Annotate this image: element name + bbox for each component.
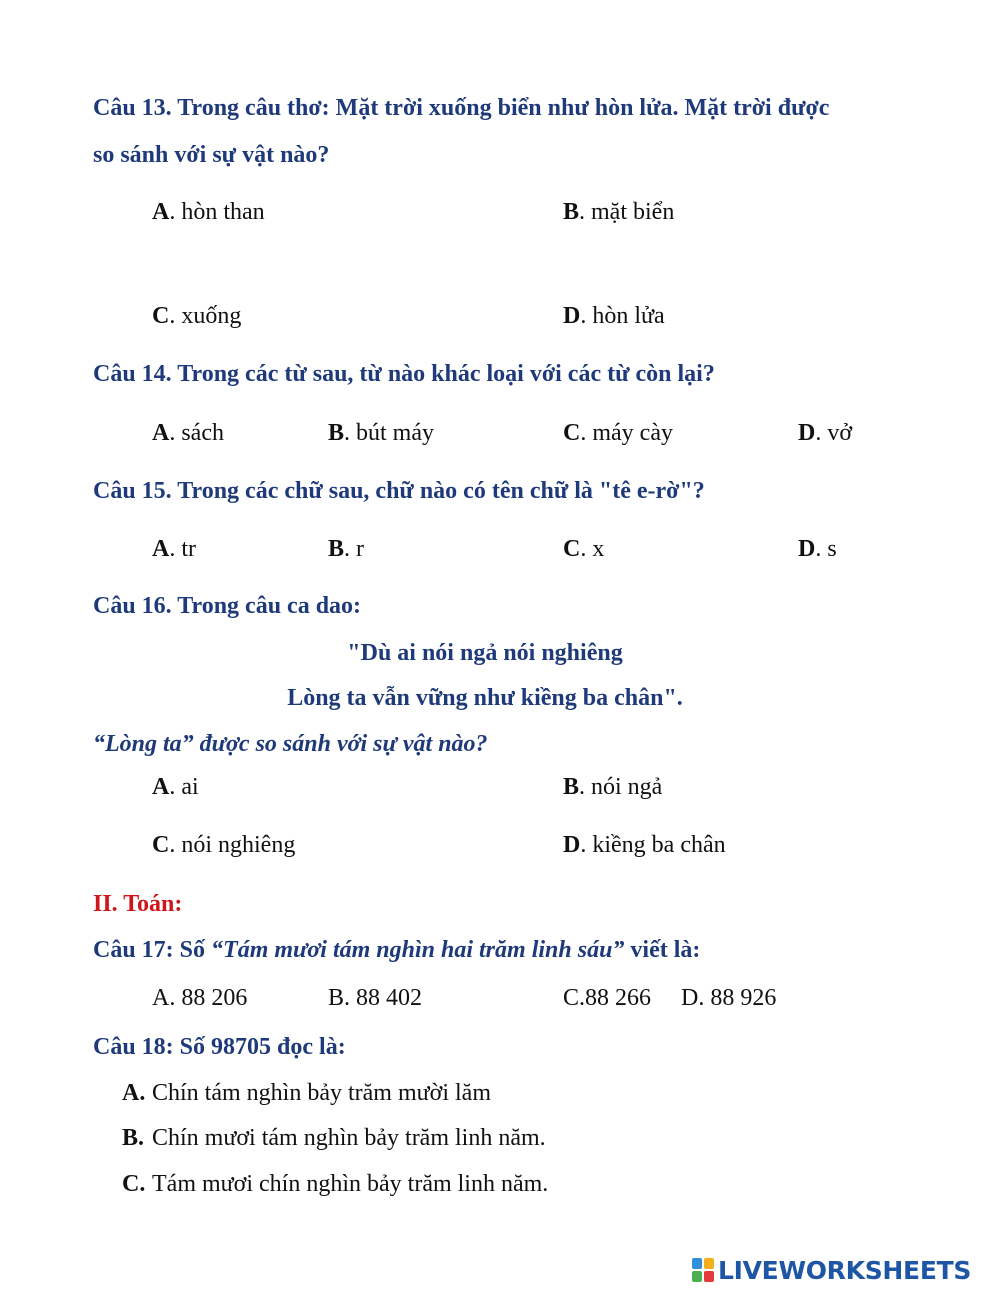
q15-option-a: A. tr (152, 536, 197, 562)
question-16: Câu 16. Trong câu ca dao: (93, 593, 362, 619)
q18-option-a: A. Chín tám nghìn bảy trăm mười lăm (122, 1080, 491, 1106)
question-13-line2: so sánh với sự vật nào? (93, 142, 330, 168)
question-14: Câu 14. Trong các từ sau, từ nào khác loại với các từ còn lại? (93, 361, 715, 387)
q13-option-c: C. xuống (152, 303, 242, 329)
question-17: Câu 17: Số “Tám mươi tám nghìn hai trăm linh sáu” viết là: (93, 937, 701, 963)
q13-option-b: B. mặt biển (563, 199, 675, 225)
q18-option-b: B. Chín mươi tám nghìn bảy trăm linh năm. (122, 1125, 546, 1151)
poem-line-1: "Dù ai nói ngả nói nghiêng (347, 640, 623, 666)
poem-line-2: Lòng ta vẫn vững như kiềng ba chân". (287, 685, 683, 711)
q15-option-c: C. x (563, 536, 605, 562)
q16-option-c: C. nói nghiêng (152, 832, 296, 858)
q13-option-a: A. hòn than (152, 199, 265, 225)
q17-option-d: D. 88 926 (681, 985, 777, 1011)
q14-option-b: B. bút máy (328, 420, 435, 446)
q17-option-a: A. 88 206 (152, 985, 248, 1011)
question-13-line1: Câu 13. Trong câu thơ: Mặt trời xuống biển như hòn lửa. Mặt trời được (93, 95, 830, 121)
question-15: Câu 15. Trong các chữ sau, chữ nào có tên chữ là "tê e-rờ"? (93, 478, 705, 504)
q17-option-b: B. 88 402 (328, 985, 423, 1011)
q15-option-b: B. r (328, 536, 365, 562)
liveworksheets-logo-text: LIVEWORKSHEETS (718, 1255, 972, 1285)
question-16-prompt: “Lòng ta” được so sánh với sự vật nào? (93, 731, 488, 757)
q16-option-b: B. nói ngả (563, 774, 663, 800)
q17-option-c: C.88 266 (563, 985, 652, 1011)
q16-option-d: D. kiềng ba chân (563, 832, 726, 858)
q13-option-d: D. hòn lửa (563, 303, 665, 329)
q14-option-c: C. máy cày (563, 420, 673, 446)
q15-option-d: D. s (798, 536, 837, 562)
section-heading-math: II. Toán: (93, 891, 183, 917)
liveworksheets-logo-icon (692, 1258, 714, 1282)
liveworksheets-logo (692, 1255, 971, 1285)
q18-option-c: C. Tám mươi chín nghìn bảy trăm linh năm. (122, 1171, 549, 1197)
q14-option-d: D. vở (798, 420, 853, 446)
q16-option-a: A. ai (152, 774, 199, 800)
q14-option-a: A. sách (152, 420, 224, 446)
question-18: Câu 18: Số 98705 đọc là: (93, 1034, 346, 1060)
